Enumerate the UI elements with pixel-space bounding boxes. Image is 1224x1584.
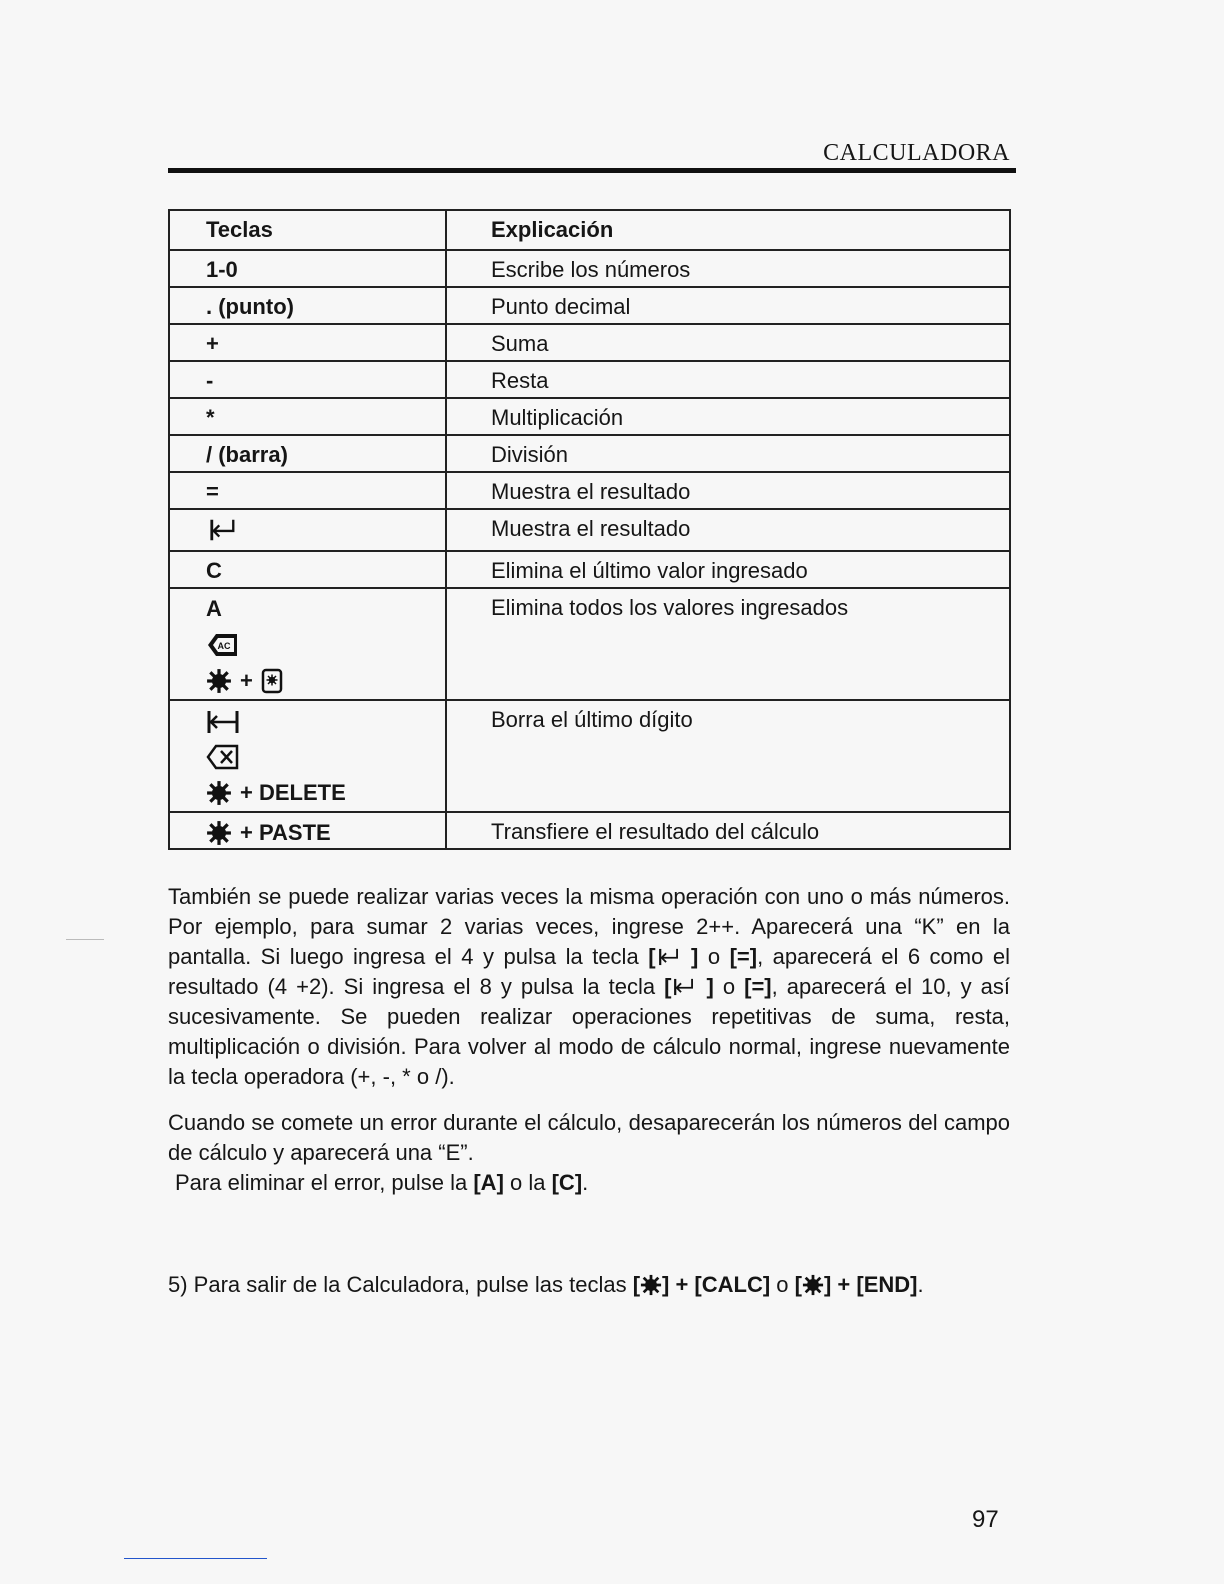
enter-key-icon xyxy=(206,516,240,544)
paragraph-repeat-operations: También se puede realizar varias veces la misma operación con uno o más números. Por ejemplo, para sumar 2 varias veces, ingrese 2++. Aparecerá una “K” en la pantalla. Si luego ingresa el 4 y pulsa la tecla [ ] o [=], aparecerá el 6 como el resultado (4 +2). Si ingresa el 8 y pulsa la tecla [ ] o [=], aparecerá el 10, y así sucesivamente. Se pueden realizar operaciones repetitivas de suma, resta, multiplicación o división. Para volver al modo de cálculo normal, ingrese nuevamente la tecla operadora (+, -, * o /). xyxy=(168,884,1010,1089)
header-explanation: Explicación xyxy=(446,210,1010,250)
command-key-icon xyxy=(206,667,232,695)
table-header-row xyxy=(169,210,1010,250)
section-title: CALCULADORA xyxy=(823,140,1010,166)
command-key-icon xyxy=(206,779,232,807)
table-row: + Suma xyxy=(169,324,1010,361)
table-row: * Multiplicación xyxy=(169,398,1010,435)
table-row: 1-0 Escribe los números xyxy=(169,250,1010,287)
header-rule xyxy=(168,168,1016,173)
bottom-link-line xyxy=(124,1558,267,1559)
keys-table xyxy=(168,209,1011,850)
table-row: - Resta xyxy=(169,361,1010,398)
paragraph-exit-step: 5) Para salir de la Calculadora, pulse las teclas [ ] + [CALC] o [ ] + [END]. xyxy=(168,1272,924,1297)
paragraph-clear-error: Para eliminar el error, pulse la [A] o la [C]. xyxy=(175,1170,589,1195)
page-number: 97 xyxy=(972,1506,999,1533)
svg-text:AC: AC xyxy=(217,641,231,651)
table-row: + PASTE Transfiere el resultado del cálculo xyxy=(169,812,1010,849)
paragraph-error: Cuando se comete un error durante el cálculo, desaparecerán los números del campo de cálculo y aparecerá una “E”. xyxy=(168,1110,1010,1165)
enter-key-icon xyxy=(656,946,682,968)
clear-key-icon xyxy=(261,667,283,695)
table-row: / (barra) División xyxy=(169,435,1010,472)
header-keys: Teclas xyxy=(169,210,446,250)
enter-key-icon xyxy=(671,976,697,998)
command-key-icon xyxy=(206,819,232,847)
command-key-icon xyxy=(802,1274,824,1296)
table-row: + DELETE Borra el último dígito xyxy=(169,700,1010,812)
table-row: . (punto) Punto decimal xyxy=(169,287,1010,324)
table-row: = Muestra el resultado xyxy=(169,472,1010,509)
command-key-icon xyxy=(640,1274,662,1296)
table-row: Muestra el resultado xyxy=(169,509,1010,551)
table-row: C Elimina el último valor ingresado xyxy=(169,551,1010,588)
table-row: A AC + Elimina todos los valores ingresados xyxy=(169,588,1010,700)
margin-mark xyxy=(66,939,104,940)
clear-all-key-icon xyxy=(206,631,240,659)
backspace-key-icon xyxy=(206,707,240,735)
delete-key-icon xyxy=(206,743,240,771)
